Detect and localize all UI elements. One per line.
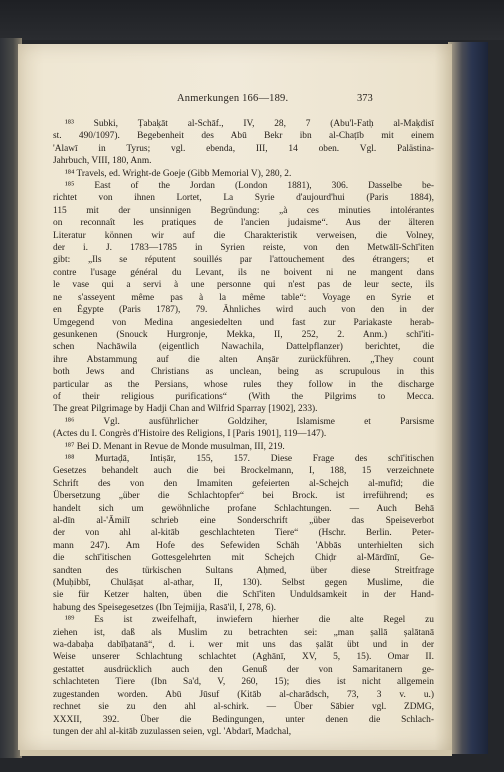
text-line: Übersetzung „über die Schlachtopfer“ bei Brock. ist irreführend; es (53, 491, 434, 502)
text-line: ¹⁸⁵ East of the Jordan (London 1881), 306. Dasselbe be- (65, 181, 434, 192)
notes-text-block (53, 118, 434, 738)
text-line: Literatur können wir auf die Charakteristik verweisen, die Volney, (53, 230, 434, 241)
text-line: die schī'itischen Gottesgelehrten mit Schejch Chiḍr al-Mārdīnī, Ge- (53, 553, 434, 564)
text-line: rechnet sie zu den ahl al-schirk. — Über Sābier vgl. ZDMG, (53, 702, 434, 713)
text-line: ¹⁸⁸ Murtaḍā, Intiṣār, 155, 157. Diese Frage des schī'itischen (65, 453, 434, 464)
book-page (18, 44, 452, 750)
running-header (18, 93, 452, 109)
text-line: gibt: „Ils se réputent souillés par l'attouchement des étrangers; et (53, 255, 434, 266)
text-line: ¹⁸⁹ Es ist zweifelhaft, inwiefern hierher die alte Regel zu (65, 615, 434, 626)
text-line: ¹⁸³ Subki, Ṭabaḳāt al-Schāf., IV, 28, 7 (Abu'l-Fatḥ al-Maḳdisī (65, 119, 434, 129)
text-line: al-dīn al-'Āmilī schrieb eine Sonderschrift „über das Speiseverbot (53, 516, 434, 526)
text-line: Umgegend von Medina angesiedelten und fast zur Pariakaste herab- (53, 317, 434, 328)
text-line: The great Pilgrimage by Hadji Chan and Wilfrid Sparray [1902], 233). (53, 404, 318, 415)
text-line: (Muḥibbī, Chulāṣat al-athar, II, 130). Selbst gegen Muslime, die (53, 578, 434, 589)
text-line: gestattet ausdrücklich auch den Genuß der von Samaritanern ge- (53, 664, 434, 675)
text-line: der von ahl al-kitāb geschlachteten Tiere“ (Hschr. Berlin. Peter- (53, 528, 434, 539)
text-line: (Actes du I. Congrès d'Histoire des Religions, I [Paris 1901], 119—147). (53, 429, 327, 440)
text-line: ¹⁸⁷ Bei D. Menant in Revue de Monde musulman, III, 219. (65, 441, 285, 452)
text-line: gesunkenen (Snouck Hurgronje, Mekka, II, 252, 2. Anm.) schī'iti- (53, 329, 434, 340)
text-line: schlachteten Tiere (Ibn Sa'd, V, 260, 15); dies ist nicht allgemein (53, 677, 434, 688)
text-line: mann 247). Am Hofe des Sefewiden Schāh 'Abbās unterhielten sich (53, 540, 434, 551)
text-line: Weise unserer Schlachtung schlachtet (Aghānī, XV, 5, 15). Omar II. (53, 652, 434, 663)
text-line: sie für Ketzer halten, üben die Schī'iten Unduldsamkeit in der Hand- (53, 590, 434, 601)
text-line: richtet von ihnen Lortet, La Syrie d'aujourd'hui (Paris 1884), (53, 193, 434, 204)
page-number: 373 (357, 93, 373, 104)
text-line: tungen der ahl al-kitāb zuzulassen seien, vgl. 'Abdarī, Madchal, (53, 726, 292, 737)
text-line: on reconnaît les pratiques de l'ancien judaisme“. Aus der älteren (53, 218, 434, 229)
text-line: schen Nachāwila (eigentlich Nawachila, Dattelpflanzer) berichtet, die (53, 342, 434, 353)
text-line: ihre Abstammung auf die alten Anṣār zurückführen. „They count (53, 354, 434, 365)
text-line: ¹⁸⁶ Vgl. ausführlicher Goldziher, Islamisme et Parsisme (65, 416, 434, 427)
text-line: of their religious purifications“ (With the Pilgrims to Mecca. (53, 391, 434, 402)
text-line: ¹⁸⁴ Travels, ed. Wright-de Goeje (Gibb Memorial V), 280, 2. (65, 168, 292, 179)
text-line: wa-dabaḥa dabīḥatanā“, d. i. wer mit uns das ṣalāt übt und in der (53, 640, 434, 651)
text-line: both Jews and Christians as unclean, being as scrupulous in this (53, 367, 434, 378)
text-line: sandten des türkischen Sultans Aḥmed, über diese Streitfrage (53, 565, 434, 576)
text-line: le vase qui a servi à une personne qui n'est pas de leur secte, ils (53, 280, 434, 291)
text-line: Jahrbuch, VIII, 180, Anm. (53, 156, 152, 167)
text-line: ne s'asseyent même pas à la même table“: Voyage en Syrie et (53, 292, 434, 303)
text-line: 'Alawī in Tyrus; vgl. ebenda, III, 14 oben. Vgl. Palästina- (53, 143, 434, 154)
text-line: Schrift des von den Imamiten gefeierten al-Schejch al-mufīd; die (53, 478, 434, 489)
text-line: XXXII, 392. Über die Bedingungen, unter denen die Schlach- (53, 714, 434, 725)
book-cover-right (448, 42, 488, 754)
text-line: en Égypte (Paris 1787), 79. Ähnliches wird auch von den in der (53, 305, 434, 316)
text-line: Gesetzes behandelt auch die bei Brockelmann, I, 188, 15 verzeichnete (53, 466, 434, 477)
text-line: particular as the Persians, whose rules they follow in the discharge (53, 379, 434, 390)
text-line: contre l'usage général du Levant, ils ne boivent ni ne mangent dans (53, 267, 434, 278)
text-line: 115 mit der unsinnigen Begründung: „à ces minuties intolérantes (53, 205, 434, 216)
text-line: zugestanden worden. Abū Jūsuf (Kitāb al-charādsch, 73, 3 v. u.) (53, 689, 434, 700)
binding-top-edge (0, 0, 504, 40)
text-line: habung des Speisegesetzes (Ibn Tejmijja, Rasā'il, I, 278, 6). (53, 602, 276, 613)
text-line: der i. J. 1783—1785 in Syrien reiste, von den Metwālī-Schī'iten (53, 243, 434, 254)
text-line: ziehen ist, daß als Muslim zu betrachten sei: „man ṣallā ṣalātanā (53, 627, 434, 638)
text-line: st. 490/1097). Begebenheit des Abū Bekr ibn al-Chaṭīb mit einem (53, 131, 434, 142)
running-title: Anmerkungen 166—189. (177, 93, 289, 104)
text-line: handelt sich um gewöhnliche profane Schlachtungen. — Auch Behā (53, 503, 434, 514)
